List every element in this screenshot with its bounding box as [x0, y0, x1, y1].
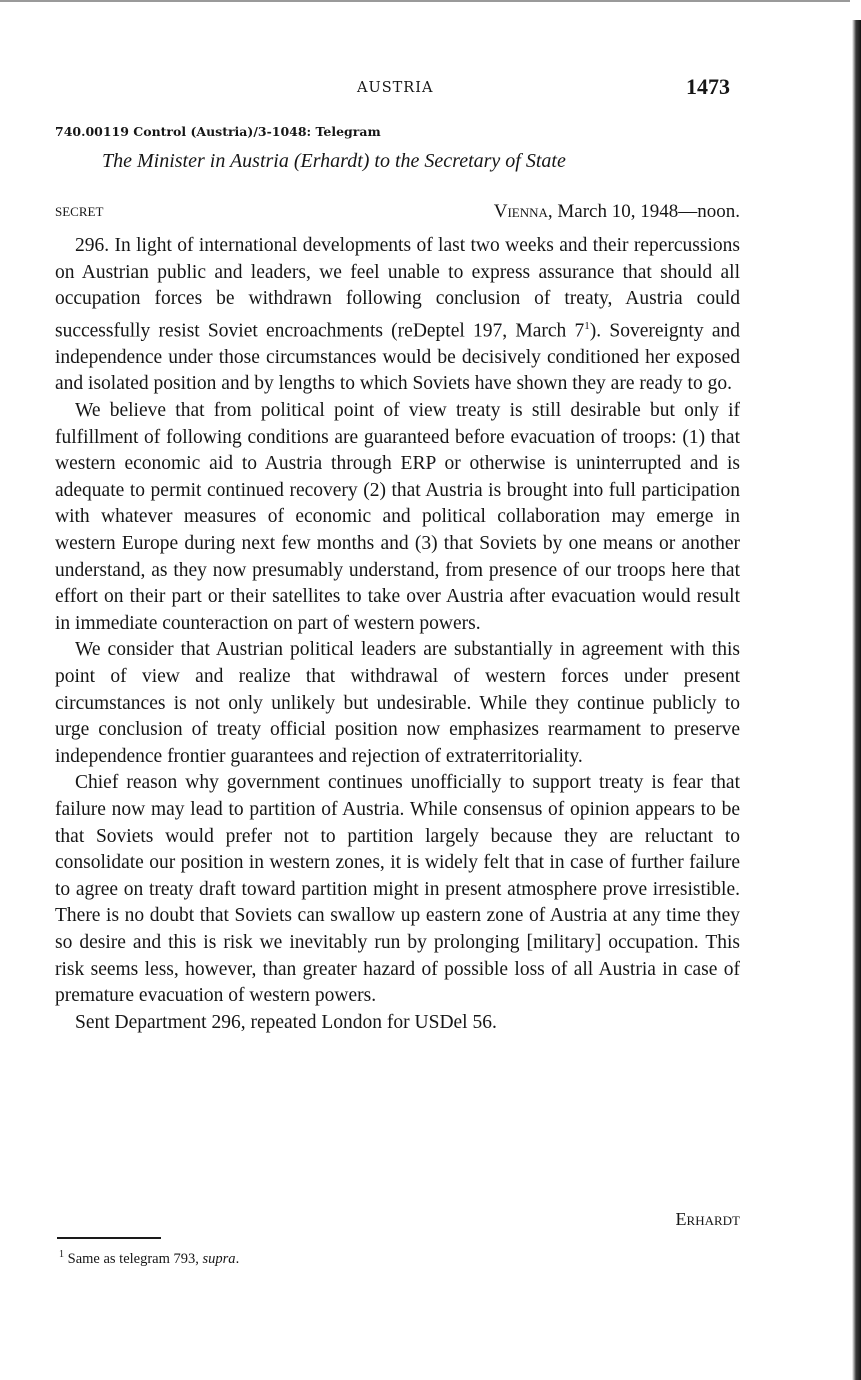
footnote-marker: 1 — [59, 1249, 64, 1260]
paragraph-4: Chief reason why government continues unofficially to support treaty is fear that failure now may lead to partition of Austria. While consensus of opinion appears to be that Soviets would prefer not to partition largely because they are reluctant to consolidate our position in western zones, it is widely felt that in case of further failure to agree on treaty draft toward partition might in present atmosphere prove irresistible. There is no doubt that Soviets can swallow up eastern zone of Austria at any time they so desire and this is risk we inevitably run by prolonging [military] occupation. This risk seems less, however, than greater hazard of possible loss of all Austria in case of premature evacuation of western powers. — [55, 772, 740, 1007]
top-border-rule — [0, 0, 850, 2]
paragraph-2: We believe that from political point of view treaty is still desirable but only if fulfillment of following conditions are guaranteed before evacuation of troops: (1) that western economic aid to Austria through ERP or otherwise is uninterrupted and is adequate to permit continued recovery (2) that Austria is brought into full participation with whatever measures of economic and political collaboration may emerge in western Europe during next few months and (3) that Soviets by one means or another understand, as they now presumably understand, from presence of our troops here that effort on their part or their satellites to take over Austria after evacuation would result in immediate counteraction on part of western powers. — [55, 400, 740, 634]
classification-label: SECRET — [55, 204, 104, 219]
file-reference: 740.00119 Control (Austria)/3-1048: Telegram — [55, 124, 381, 139]
running-head: AUSTRIA — [357, 80, 434, 96]
signature: Erhardt — [675, 1209, 740, 1229]
page-edge-shadow — [852, 20, 861, 1380]
footnote-end: . — [235, 1250, 240, 1267]
paragraph-3: We consider that Austrian political leaders are substantially in agreement with this point of view and realize that withdrawal of western forces under present circumstances is not only unlikely but undesirable. While they continue publicly to urge conclusion of treaty official position now emphasizes rearmament to preserve independence frontier guarantees and rejection of extraterritoriality. — [55, 639, 740, 767]
dateline — [494, 201, 740, 223]
paragraph-1 — [55, 233, 740, 398]
document-title: The Minister in Austria (Erhardt) to the Secretary of State — [102, 150, 566, 172]
footnote-text: Same as telegram 793, — [64, 1250, 203, 1267]
dateline-date: , March 10, 1948—noon. — [547, 201, 740, 222]
page-number: 1473 — [686, 74, 730, 99]
dateline-city: Vienna — [493, 201, 548, 222]
footnote-rule — [57, 1237, 161, 1239]
paragraph-5: Sent Department 296, repeated London for USDel 56. — [75, 1011, 497, 1033]
paragraph-1-text-b: ). Sovereignty and independence under those circumstances would be decisively conditioned her exposed and isolated position and by lengths to which Soviets have shown they are ready to go. — [55, 320, 740, 395]
footnote-italic: supra — [202, 1250, 236, 1267]
telegram-body — [55, 233, 740, 1036]
paragraph-1-text-a: 296. In light of international developments of last two weeks and their repercussions on Austrian public and leaders, we feel unable to express assurance that should all occupation forces be withdrawn following conclusion of treaty, Austria could successfully resist Soviet encroachments (reDeptel 197, March 7 — [55, 235, 740, 342]
footnote — [59, 1249, 239, 1268]
footnote-reference: 1 — [584, 319, 590, 332]
